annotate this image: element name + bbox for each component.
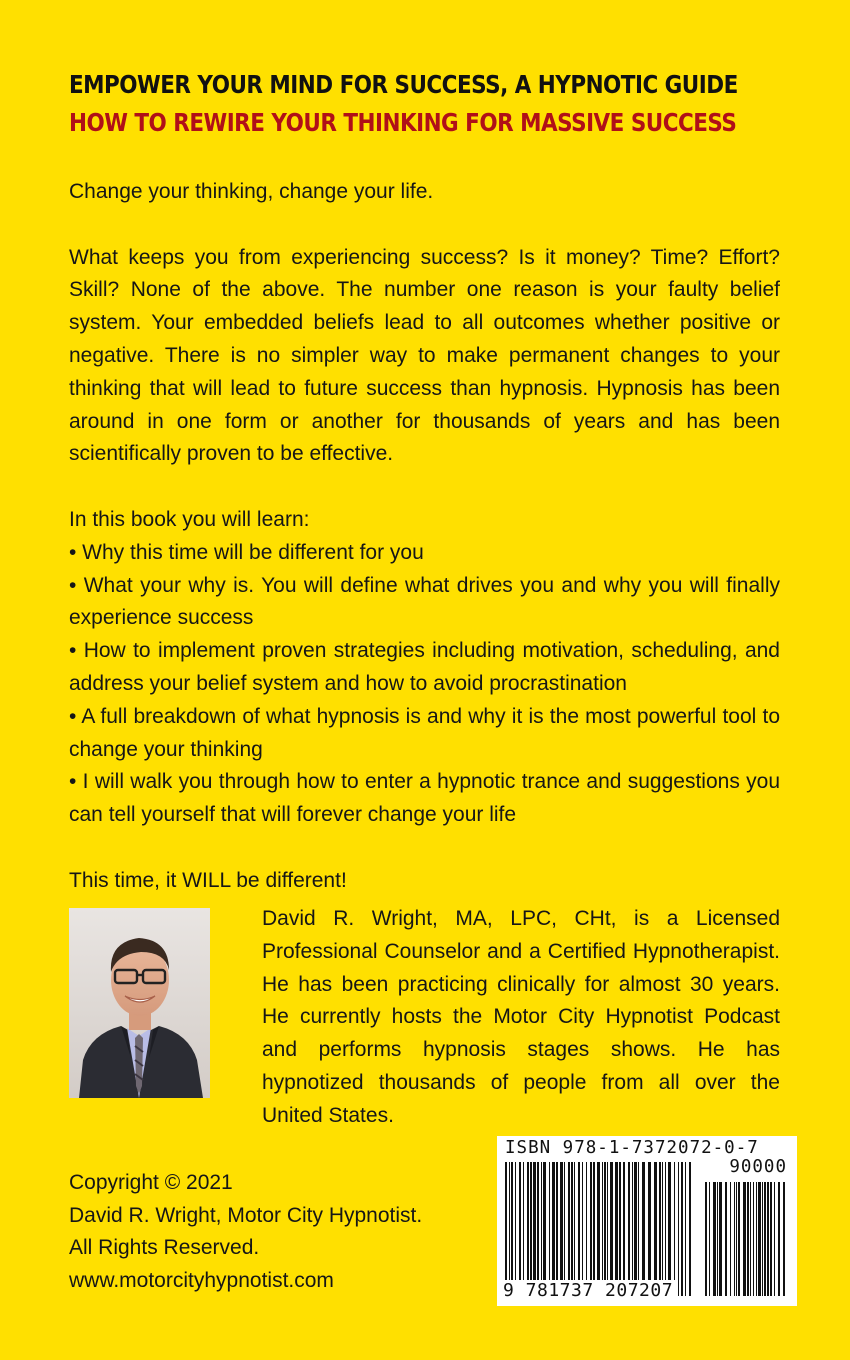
author-portrait-illustration [69, 908, 210, 1098]
book-subtitle: HOW TO REWIRE YOUR THINKING FOR MASSIVE SUCCESS [69, 108, 737, 137]
barcode-digits: 9 781737 207207 [503, 1280, 674, 1301]
copyright-holder: David R. Wright, Motor City Hypnotist. [69, 1203, 423, 1227]
website-link[interactable]: www.motorcityhypnotist.com [69, 1268, 334, 1292]
list-item: • How to implement proven strategies including motivation, scheduling, and address your belief system and how to avoid procrastination [69, 639, 780, 695]
learn-list [69, 504, 780, 832]
closing-line: This time, it WILL be different! [69, 868, 347, 892]
tagline: Change your thinking, change your life. [69, 180, 434, 203]
copyright-block [69, 1167, 429, 1297]
author-photo [69, 908, 210, 1098]
intro-paragraph: What keeps you from experiencing success? Is it money? Time? Effort? Skill? None of the above. The number one reason is your faulty belief system. Your embedded beliefs lead to all outcomes whether positive or negative. There is no simpler way to make permanent changes to your thinking that will lead to future success than hypnosis. Hypnosis has been around in one form or another for thousands of years and has been scientifically proven to be effective. [69, 245, 780, 466]
list-item: • What your why is. You will define what drives you and why you will finally experience success [69, 573, 780, 630]
isbn-label: ISBN 978-1-7372072-0-7 [505, 1138, 759, 1158]
list-item: • A full breakdown of what hypnosis is and why it is the most powerful tool to change your thinking [69, 704, 780, 761]
title-block [69, 66, 789, 142]
description [69, 176, 780, 930]
rights-reserved: All Rights Reserved. [69, 1236, 260, 1259]
author-bio: David R. Wright, MA, LPC, CHt, is a Licensed Professional Counselor and a Certified Hypnotherapist. He has been practicing clinically for almost 30 years. He currently hosts the Motor City Hypnotist Podcast and performs hypnosis stages shows. He has hypnotized thousands of people from all over the United States. [262, 907, 780, 1127]
isbn-barcode [497, 1136, 797, 1306]
list-heading: In this book you will learn: [69, 507, 310, 531]
list-item: • I will walk you through how to enter a hypnotic trance and suggestions you can tell yourself that will forever change your life [69, 770, 780, 827]
copyright-notice: Copyright © 2021 [69, 1171, 233, 1194]
price-code: 90000 [729, 1157, 787, 1177]
book-title: EMPOWER YOUR MIND FOR SUCCESS, A HYPNOTIC GUIDE [69, 70, 738, 99]
list-item: • Why this time will be different for you [69, 540, 424, 564]
